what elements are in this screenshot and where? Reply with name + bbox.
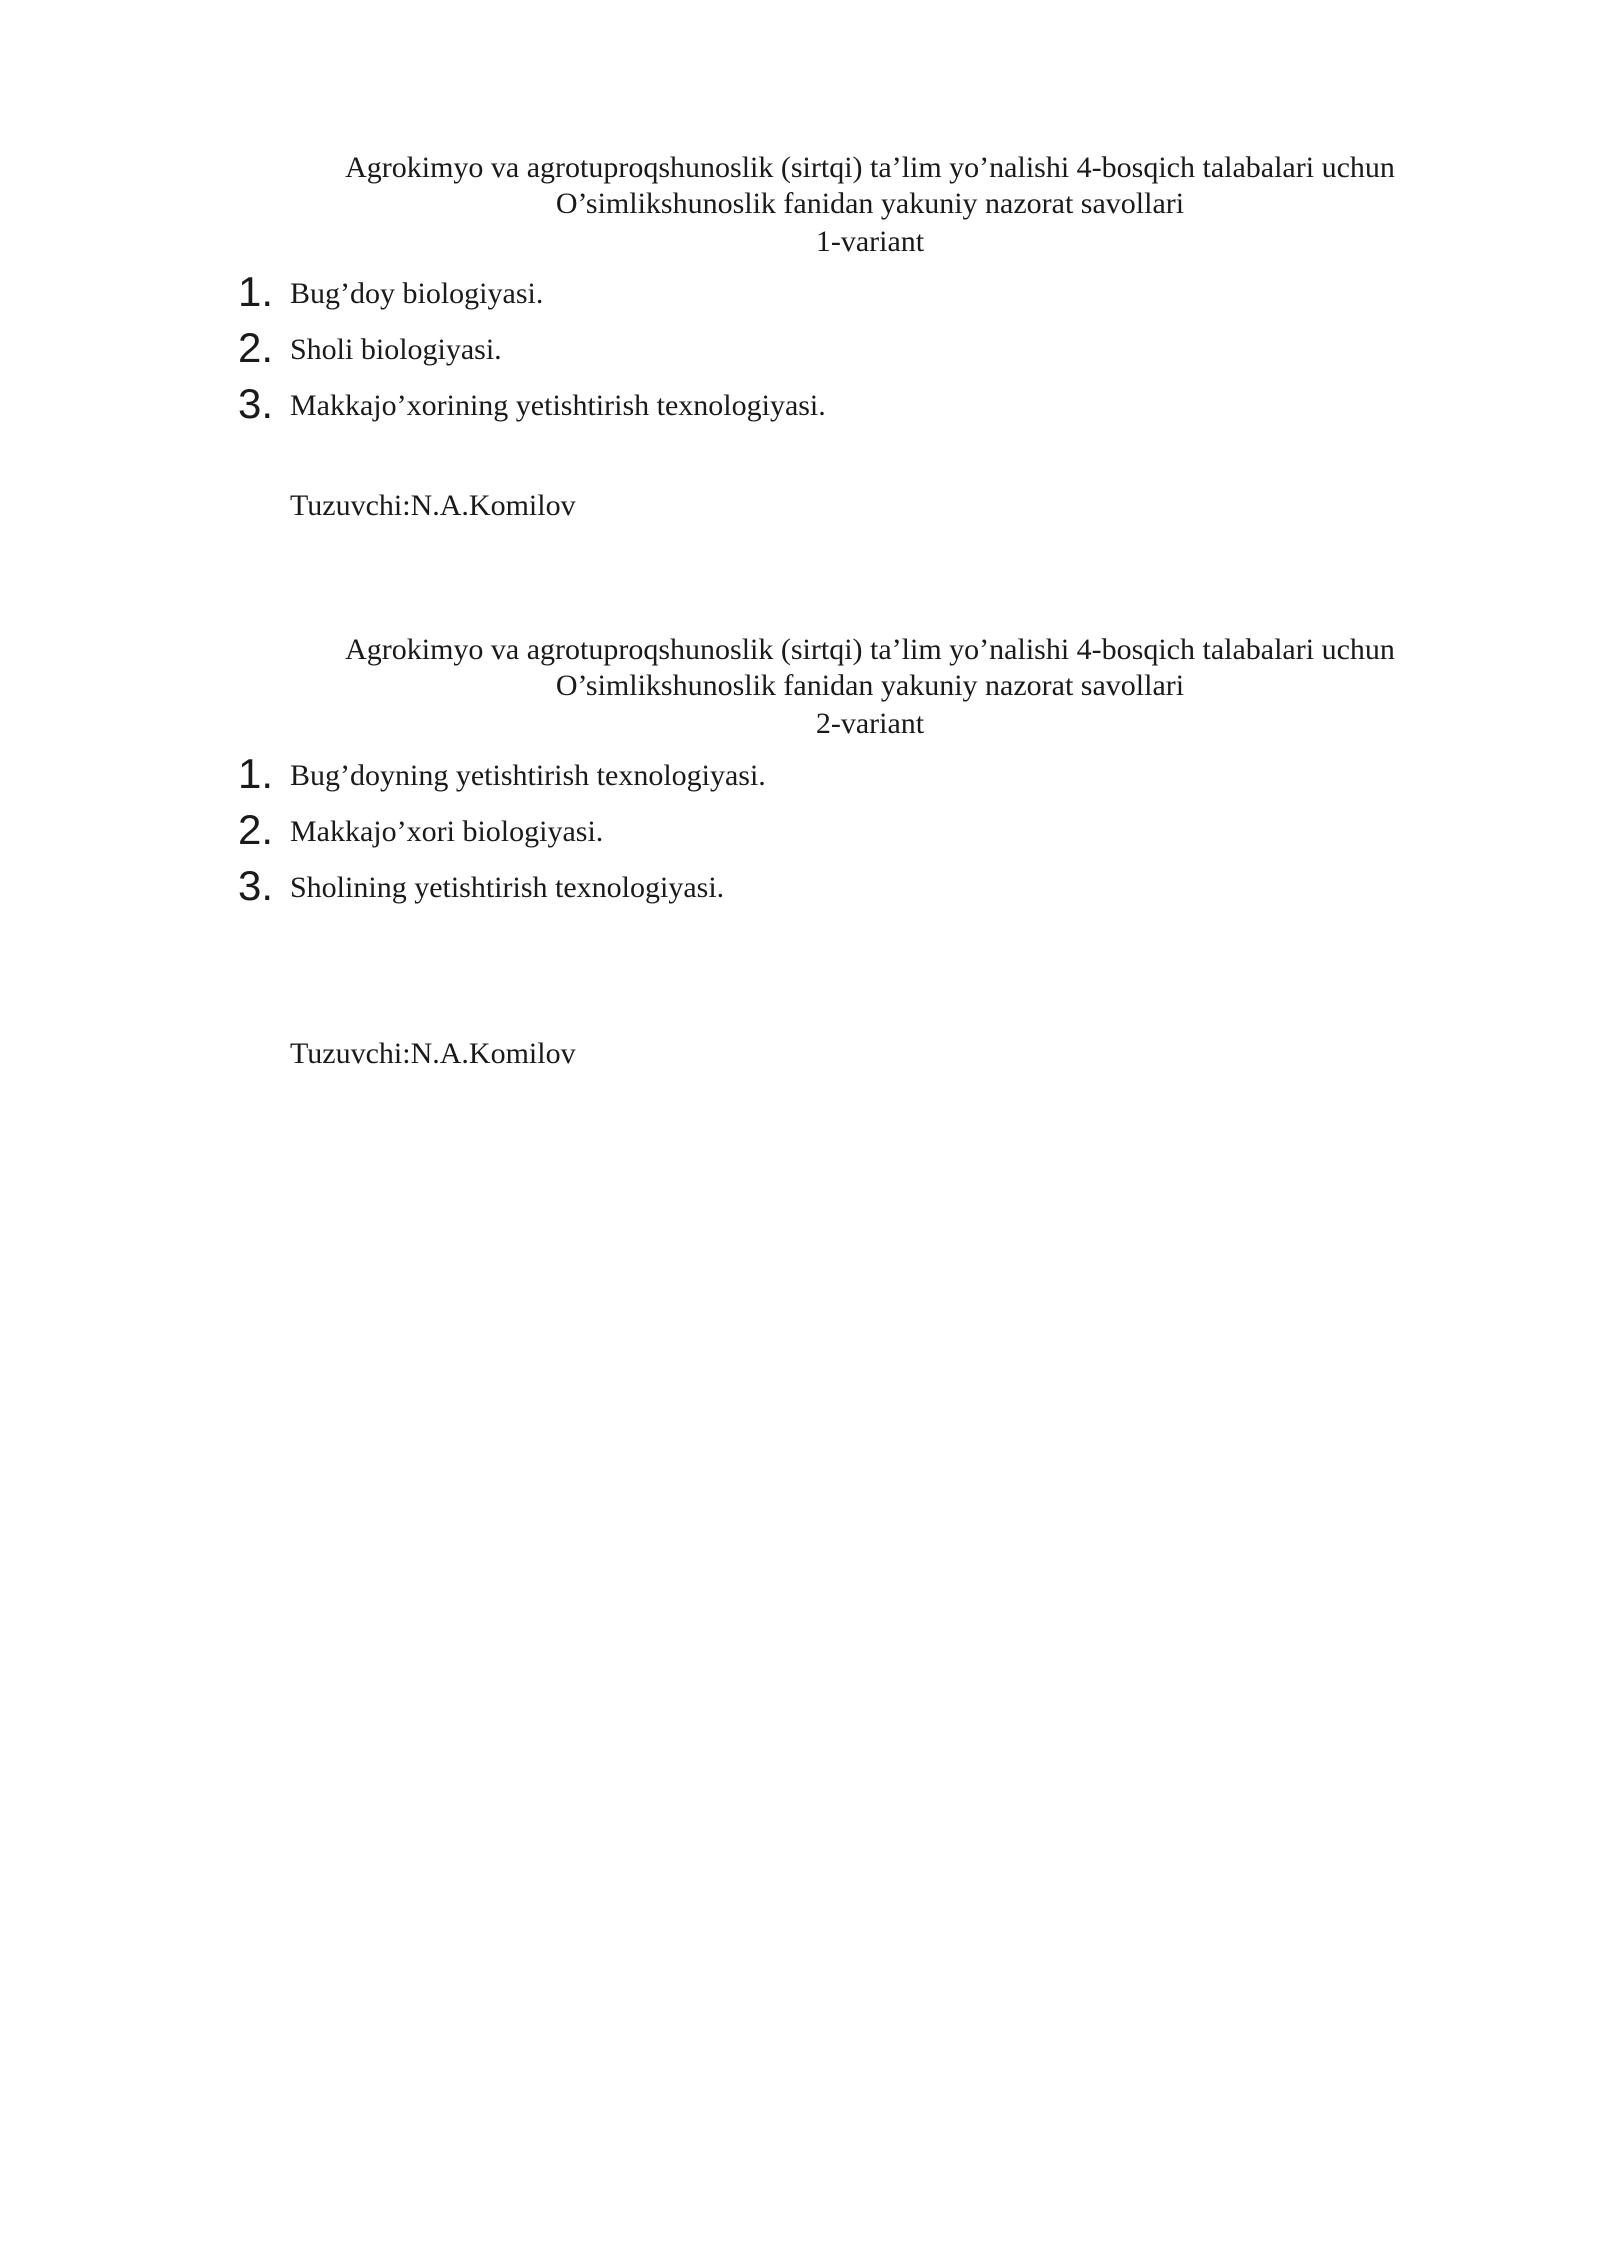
author-line: Tuzuvchi:N.A.Komilov — [290, 489, 576, 522]
question-number: 1. — [238, 750, 274, 797]
question-text: Makkajo’xori biologiyasi. — [290, 815, 604, 848]
question-text: Sholi biologiyasi. — [290, 333, 502, 366]
header-subject-line: O’simlikshunoslik fanidan yakuniy nazorat savollari — [555, 669, 1185, 702]
question-number: 1. — [238, 268, 274, 315]
question-number: 2. — [238, 806, 274, 853]
question-number: 3. — [238, 380, 274, 427]
author-line: Tuzuvchi:N.A.Komilov — [290, 1037, 576, 1070]
question-text: Bug’doyning yetishtirish texnologiyasi. — [290, 759, 766, 792]
question-text: Bug’doy biologiyasi. — [290, 277, 544, 310]
header-title-line: Agrokimyo va agrotuproqshunoslik (sirtqi) ta’lim yo’nalishi 4-bosqich talabalari uchun — [345, 151, 1395, 184]
header-subject-line: O’simlikshunoslik fanidan yakuniy nazorat savollari — [555, 187, 1185, 220]
question-text: Sholining yetishtirish texnologiyasi. — [290, 871, 725, 904]
question-number: 2. — [238, 324, 274, 371]
question-number: 3. — [238, 862, 274, 909]
header-title-line: Agrokimyo va agrotuproqshunoslik (sirtqi) ta’lim yo’nalishi 4-bosqich talabalari uchun — [345, 633, 1395, 666]
variant-label: 2-variant — [815, 707, 925, 740]
variant-label: 1-variant — [815, 225, 925, 258]
question-text: Makkajo’xorining yetishtirish texnologiyasi. — [290, 389, 826, 422]
